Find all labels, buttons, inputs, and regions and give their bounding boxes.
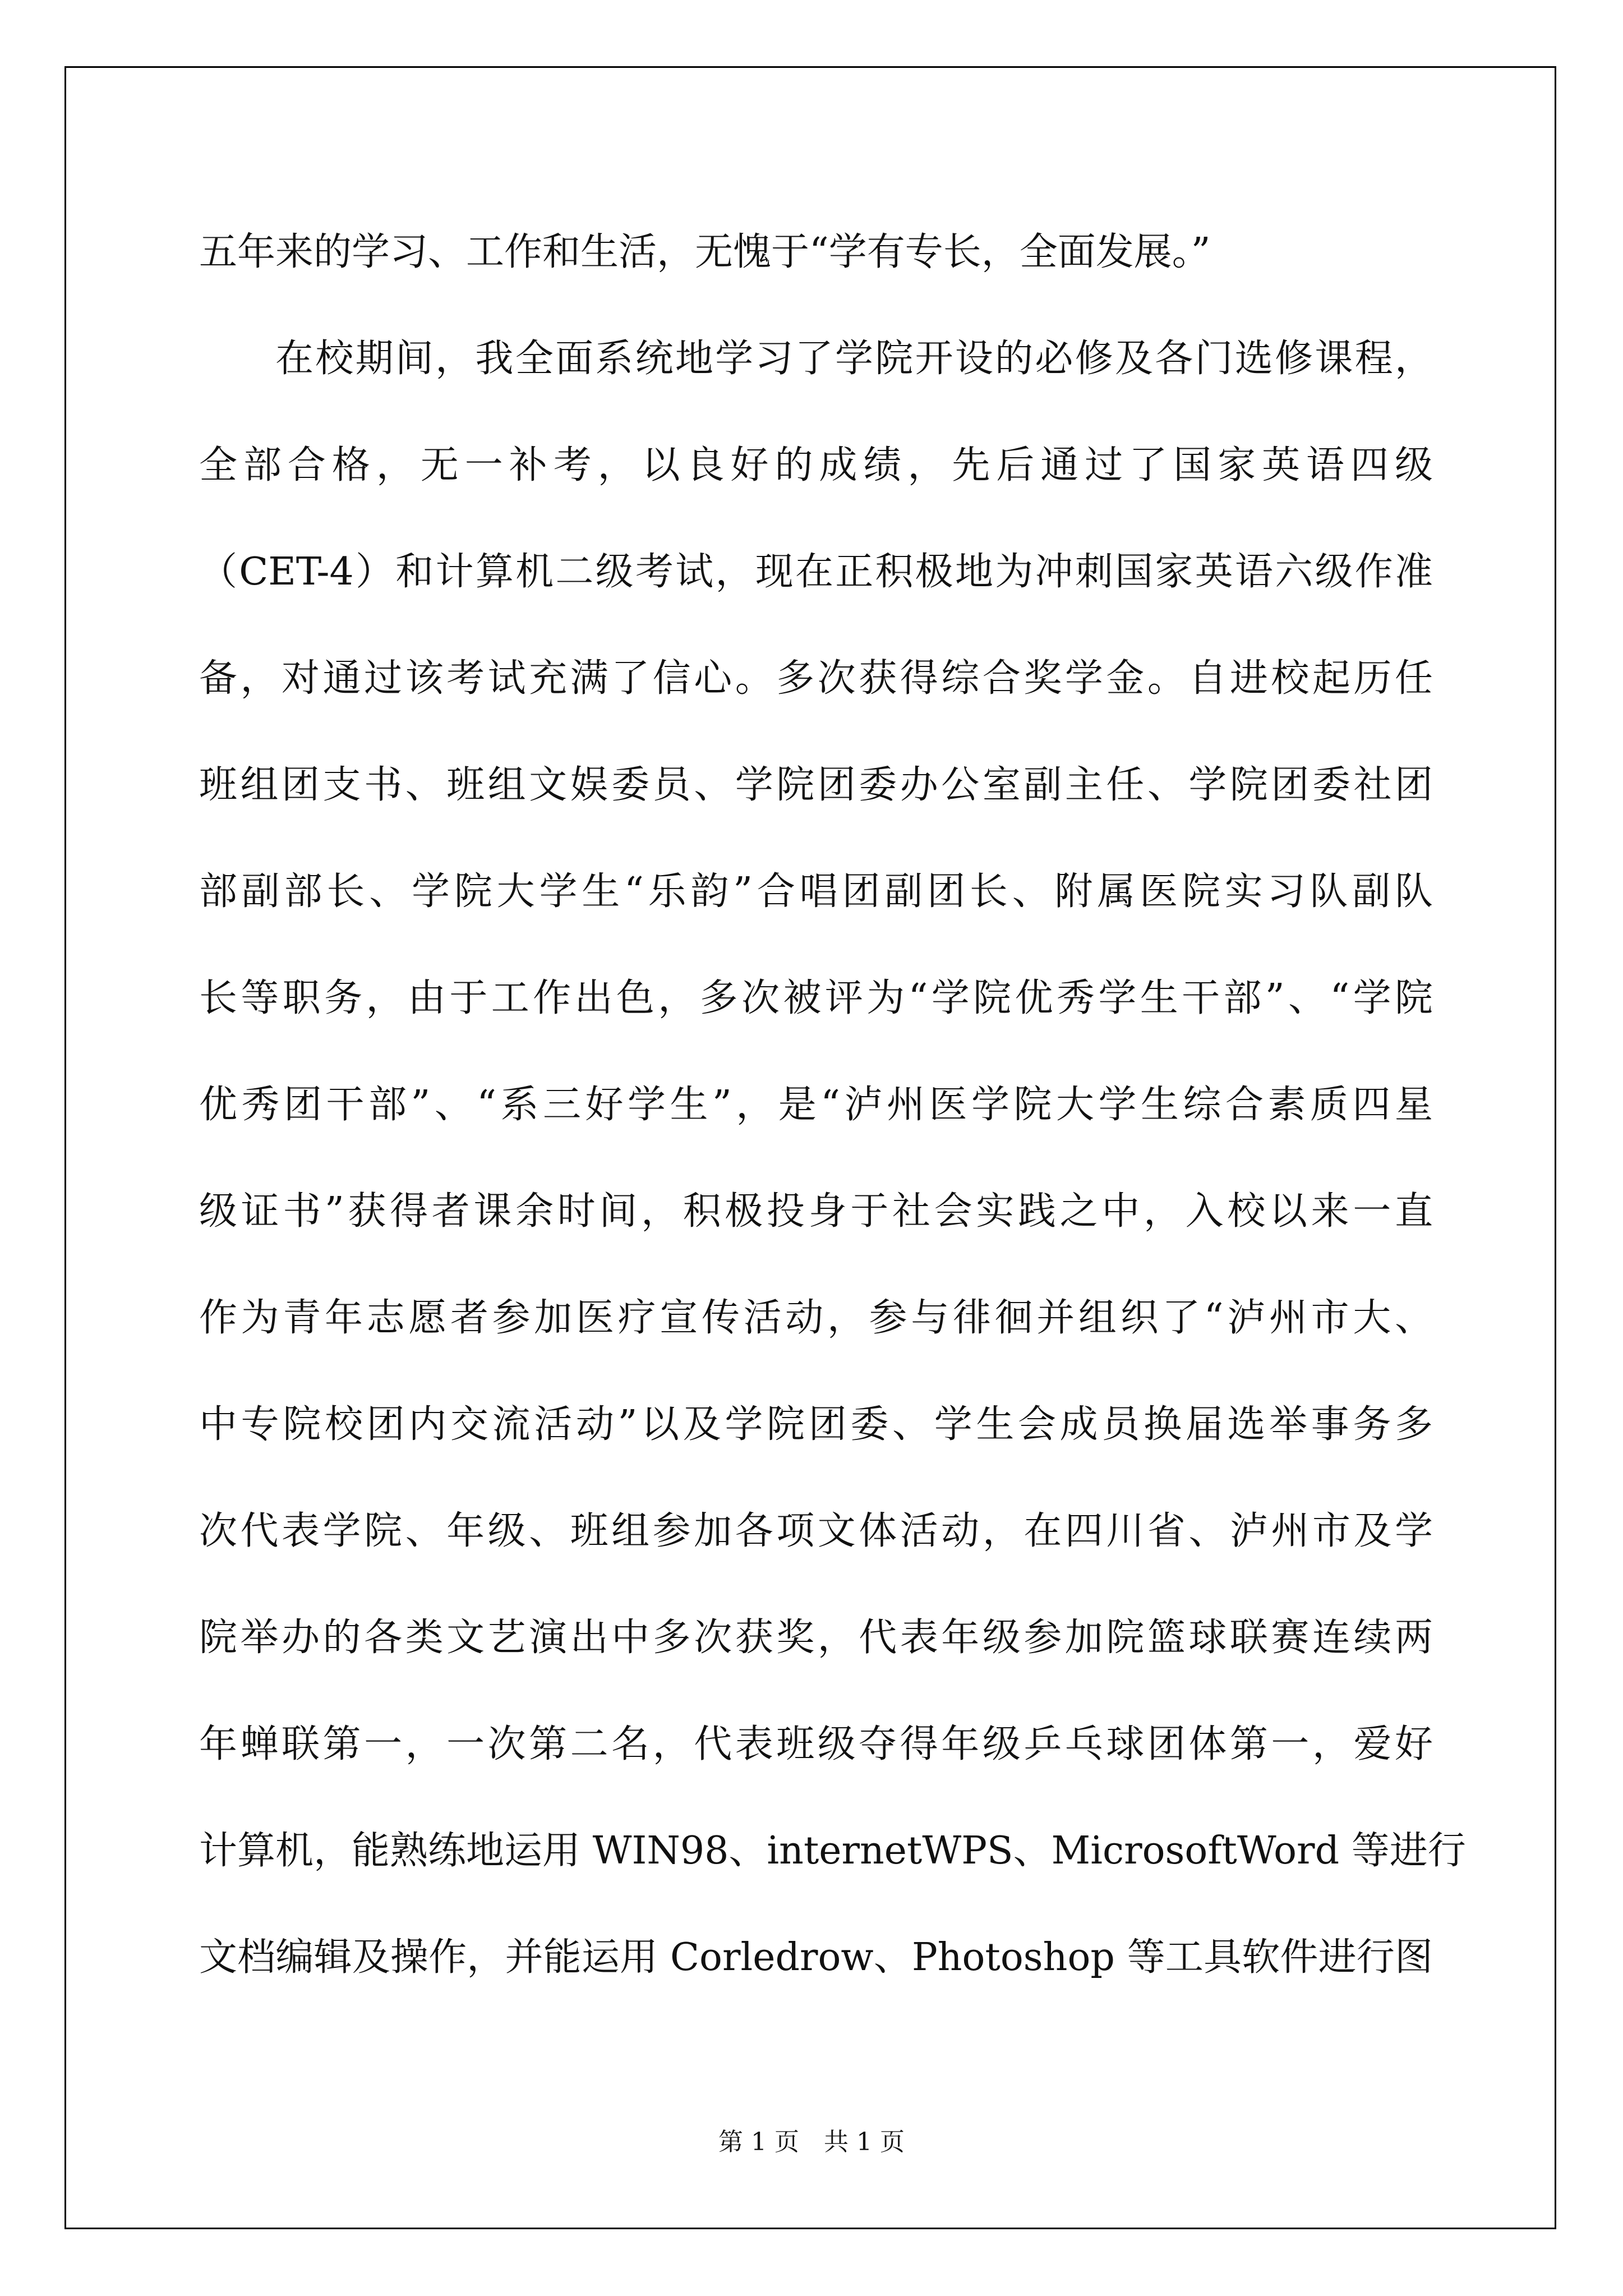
text-line: 计算机，能熟练地运用 WIN98、internetWPS、MicrosoftWord 等进行: [199, 1829, 1466, 1873]
text-line: 文档编辑及操作，并能运用 Corledrow、Photoshop 等工具软件进行图: [199, 1935, 1433, 1980]
page-number: 第 1 页 共 1 页: [718, 2128, 905, 2156]
text-line: 优秀团干部”、“系三好学生”，是“泸州医学院大学生综合素质四星: [199, 1083, 1433, 1127]
document-body: [199, 199, 1466, 2011]
text-line: 全部合格，无一补考，以良好的成绩，先后通过了国家英语四级: [199, 443, 1433, 487]
text-line: 部副部长、学院大学生“乐韵”合唱团副团长、附属医院实习队副队: [199, 869, 1433, 914]
text-line: 年蝉联第一，一次第二名，代表班级夺得年级乒乓球团体第一，爱好: [199, 1722, 1433, 1766]
text-line: 次代表学院、年级、班组参加各项文体活动，在四川省、泸州市及学: [199, 1509, 1433, 1553]
text-line: （CET-4）和计算机二级考试，现在正积极地为冲刺国家英语六级作准: [199, 550, 1433, 594]
text-line: 作为青年志愿者参加医疗宣传活动，参与徘徊并组织了“泸州市大、: [199, 1296, 1433, 1340]
text-line: 班组团支书、班组文娱委员、学院团委办公室副主任、学院团委社团: [199, 763, 1433, 807]
text-line: 在校期间，我全面系统地学习了学院开设的必修及各门选修课程，: [275, 337, 1433, 381]
text-line: 备，对通过该考试充满了信心。多次获得综合奖学金。自进校起历任: [199, 656, 1433, 701]
text-line: 中专院校团内交流活动”以及学院团委、学生会成员换届选举事务多: [199, 1402, 1433, 1447]
text-line: 级证书”获得者课余时间，积极投身于社会实践之中，入校以来一直: [199, 1189, 1433, 1234]
text-line: 五年来的学习、工作和生活，无愧于“学有专长，全面发展。”: [199, 230, 1211, 274]
text-line: 长等职务，由于工作出色，多次被评为“学院优秀学生干部”、“学院: [199, 976, 1433, 1020]
text-line: 院举办的各类文艺演出中多次获奖，代表年级参加院篮球联赛连续两: [199, 1616, 1433, 1660]
